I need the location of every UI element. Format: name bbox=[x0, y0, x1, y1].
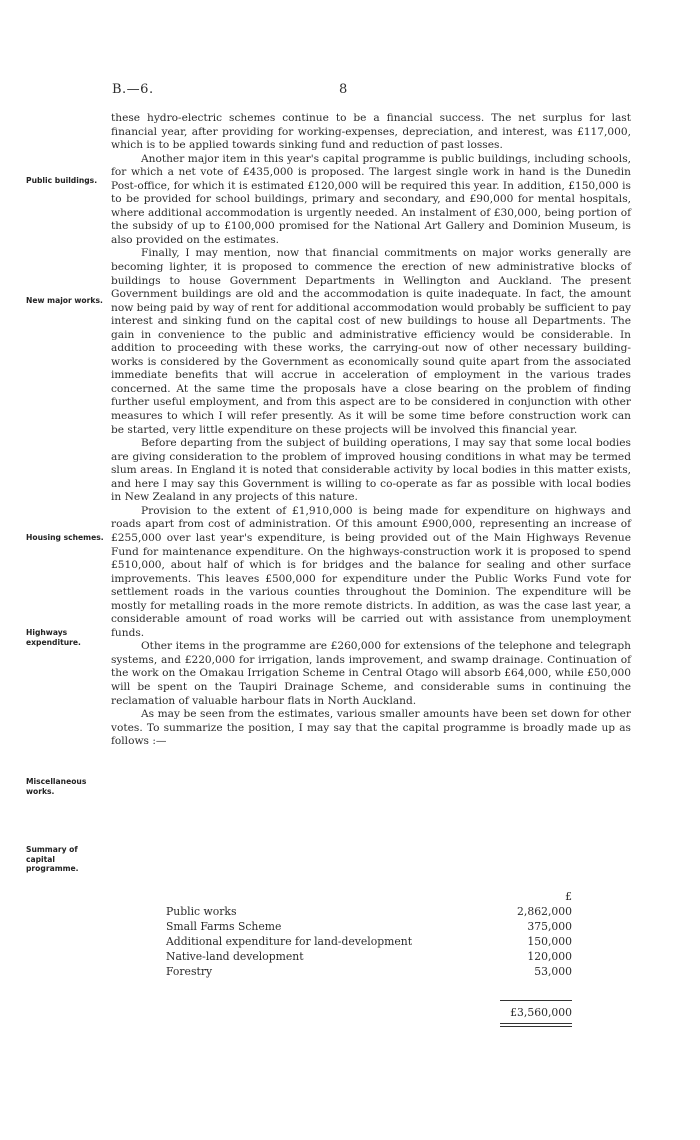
paragraph: Finally, I may mention, now that financial commitments on major works generally are becoming lighter, it is proposed to commence the erection of new administrative blocks of buildings to house Government Departments in Wellington and Auckland. The present Government buildings are old and the accommodation is quite inadequate. In fact, the amount now being paid by way of rent for additional accommodation would probably be sufficient to pay interest and sinking fund on the capital cost of new buildings to house all Departments. The gain in convenience to the public and administrative efficiency would be considerable. In addition to proceeding with these works, the carrying-out now of other necessary building-works is considered by the Government as economically sound quite apart from the associated immediate benefits that will accrue in acceleration of employment in the various trades concerned. At the same time the proposals have a close bearing on the problem of finding further useful employment, and from this aspect are to be considered in conjunction with other measures to which I will refer presently. As it will be some time before construction work can be started, very little expenditure on these projects will be involved this financial year. bbox=[111, 247, 631, 436]
row-value: 53,000 bbox=[534, 965, 572, 978]
row-value: 375,000 bbox=[527, 920, 572, 933]
paragraph: Provision to the extent of £1,910,000 is being made for expenditure on highways and roads apart from cost of administration. Of this amount £900,000, representing an increase of £255,000 over last year's expenditure, is being provided out of the Main Highways Revenue Fund for maintenance expenditure. On the highways-construction work it is proposed to spend £510,000, about half of which is for bridges and the balance for sealing and other surface improvements. This leaves £500,000 for expenditure under the Public Works Fund vote for settlement roads in the various counties throughout the Dominion. The expenditure will be mostly for metalling roads in the more remote districts. In addition, as was the case last year, a considerable amount of road works will be carried out with assistance from unemployment funds. bbox=[111, 504, 631, 639]
paragraph: As may be seen from the estimates, various smaller amounts have been set down for other votes. To summarize the position, I may say that the capital programme is broadly made up as follows :— bbox=[111, 708, 631, 748]
total-rule-bottom bbox=[500, 1023, 572, 1024]
margin-note-summary: Summary of capital programme. bbox=[26, 845, 79, 873]
paragraph: Before departing from the subject of building operations, I may say that some local bodies are giving consideration to the problem of improved housing conditions in what may be termed slum areas. In England it is noted that considerable activity by local bodies in this matter exists, and here I may say this Government is willing to co-operate as far as possible with local bodies in New Zealand in any projects of this nature. bbox=[111, 437, 631, 504]
total-rule-top bbox=[500, 1000, 572, 1001]
row-label: Small Farms Scheme bbox=[166, 920, 282, 933]
body-text bbox=[111, 112, 631, 749]
total-rule-bottom-double bbox=[500, 1026, 572, 1027]
paragraph: Other items in the programme are £260,000 for extensions of the telephone and telegraph systems, and £220,000 for irrigation, lands improvement, and swamp drainage. Continuation of the work on the Omakau Irrigation Scheme in Central Otago will absorb £64,000, while £50,000 will be spent on the Taupiri Drainage Scheme, and considerable sums in continuing the reclamation of valuable harbour flats in North Auckland. bbox=[111, 640, 631, 707]
margin-note-miscellaneous-works: Miscellaneous works. bbox=[26, 777, 87, 796]
row-value: 2,862,000 bbox=[517, 905, 572, 918]
programme-total: £3,560,000 bbox=[510, 1006, 572, 1019]
paragraph: these hydro-electric schemes continue to be a financial success. The net surplus for last financial year, after providing for working-expenses, depreciation, and interest, was £117,000, which is to be applied towards sinking fund and reduction of past losses. bbox=[111, 112, 631, 152]
table-row bbox=[166, 905, 572, 919]
table-row bbox=[166, 950, 572, 964]
row-label: Public works bbox=[166, 905, 237, 918]
table-row bbox=[166, 920, 572, 934]
page-number: 8 bbox=[339, 82, 348, 97]
margin-note-public-buildings: Public buildings. bbox=[26, 176, 98, 185]
row-label: Additional expenditure for land-development bbox=[166, 935, 413, 948]
page-reference: B.—6. bbox=[112, 82, 154, 97]
margin-note-housing-schemes: Housing schemes. bbox=[26, 533, 104, 542]
currency-header: £ bbox=[565, 890, 572, 903]
row-value: 120,000 bbox=[527, 950, 572, 963]
margin-note-highways-expenditure: Highways expenditure. bbox=[26, 628, 81, 647]
margin-note-new-major-works: New major works. bbox=[26, 296, 103, 305]
row-label: Native-land development bbox=[166, 950, 304, 963]
table-row bbox=[166, 935, 572, 949]
table-row bbox=[166, 965, 572, 979]
row-value: 150,000 bbox=[527, 935, 572, 948]
paragraph: Another major item in this year's capital programme is public buildings, including schools, for which a net vote of £435,000 is proposed. The largest single work in hand is the Dunedin Post-office, for which it is estimated £120,000 will be required this year. In addition, £150,000 is to be provided for school buildings, primary and secondary, and £90,000 for mental hospitals, where additional accommodation is urgently needed. An instalment of £30,000, being portion of the subsidy of up to £100,000 promised for the National Art Gallery and Dominion Museum, is also provided on the estimates. bbox=[111, 152, 631, 246]
row-label: Forestry bbox=[166, 965, 213, 978]
